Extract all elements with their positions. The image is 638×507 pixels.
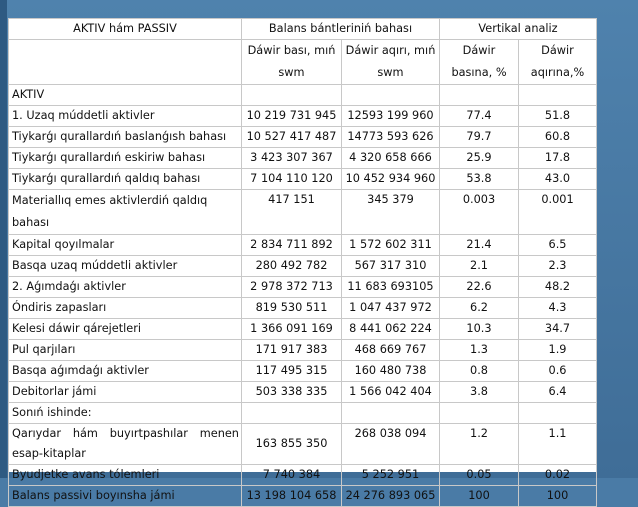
row-value-p1: 21.4 xyxy=(440,235,519,256)
row-value-v1: 7 104 110 120 xyxy=(242,169,342,190)
empty-cell xyxy=(342,85,440,106)
row-value-v2: 11 683 693105 xyxy=(342,277,440,298)
row-value-p2: 1.1 xyxy=(519,424,597,465)
table-row xyxy=(9,361,597,382)
row-value-p1: 0.003 xyxy=(440,190,519,235)
row-label-word: buyırtpashılar xyxy=(109,427,188,440)
row-label: Tiykarǵı qurallardıń baslanǵısh bahası xyxy=(9,127,242,148)
row-value-v2: 4 320 658 666 xyxy=(342,148,440,169)
row-value-p2: 4.3 xyxy=(519,298,597,319)
subheader-row xyxy=(9,40,597,85)
table-row xyxy=(9,127,597,148)
row-value-v2: 160 480 738 xyxy=(342,361,440,382)
header-vertical-analysis: Vertikal analiz xyxy=(440,19,597,40)
row-value-p1: 53.8 xyxy=(440,169,519,190)
row-label: Óndiris zapasları xyxy=(9,298,242,319)
row-value-p2: 60.8 xyxy=(519,127,597,148)
row-value-p2: 0.02 xyxy=(519,465,597,486)
row-label: Basqa uzaq múddetli aktivler xyxy=(9,256,242,277)
empty-cell xyxy=(342,403,440,424)
row-value-p2: 1.9 xyxy=(519,340,597,361)
table-row xyxy=(9,169,597,190)
empty-cell xyxy=(440,403,519,424)
row-value-v1: 503 338 335 xyxy=(242,382,342,403)
empty-cell xyxy=(440,85,519,106)
row-label: Tiykarǵı qurallardıń eskiriw bahası xyxy=(9,148,242,169)
row-value-v1: 2 978 372 713 xyxy=(242,277,342,298)
row-value-v1: 7 740 384 xyxy=(242,465,342,486)
section-aktiv-row xyxy=(9,85,597,106)
row-value-p2: 2.3 xyxy=(519,256,597,277)
row-value-p1: 25.9 xyxy=(440,148,519,169)
row-value-v2: 468 669 767 xyxy=(342,340,440,361)
empty-cell xyxy=(242,85,342,106)
table-row xyxy=(9,319,597,340)
row-value-p2: 100 xyxy=(519,486,597,507)
table-row xyxy=(9,148,597,169)
row-value-p1: 0.05 xyxy=(440,465,519,486)
table-row xyxy=(9,256,597,277)
subheader-end-period: Dáwir aqırı, mıń swm xyxy=(342,40,440,85)
row-value-p1: 100 xyxy=(440,486,519,507)
row-value-v1: 13 198 104 658 xyxy=(242,486,342,507)
row-label: Kelesi dáwir qárejetleri xyxy=(9,319,242,340)
left-stripe xyxy=(0,0,7,478)
row-label: Sonıń ishinde: xyxy=(9,403,242,424)
row-label: Balans passivi boyınsha jámi xyxy=(9,486,242,507)
subheader-end-percent: Dáwir aqırına,% xyxy=(519,40,597,85)
table-row xyxy=(9,340,597,361)
subheader-empty-cell xyxy=(9,40,242,85)
row-value-v1: 280 492 782 xyxy=(242,256,342,277)
row-value-p2: 6.4 xyxy=(519,382,597,403)
row-value-p2: 6.5 xyxy=(519,235,597,256)
row-value-v2: 5 252 951 xyxy=(342,465,440,486)
row-value-v2: 1 566 042 404 xyxy=(342,382,440,403)
row-value-p2: 0.001 xyxy=(519,190,597,235)
row-value-p2: 17.8 xyxy=(519,148,597,169)
row-value-v2: 14773 593 626 xyxy=(342,127,440,148)
subheader-start-percent: Dáwir basına, % xyxy=(440,40,519,85)
table-row xyxy=(9,298,597,319)
row-label: Materiallıq emes aktivlerdiń qaldıq bahası xyxy=(9,190,242,235)
row-value-v1: 1 366 091 169 xyxy=(242,319,342,340)
row-value-p1: 10.3 xyxy=(440,319,519,340)
row-value-v1: 117 495 315 xyxy=(242,361,342,382)
row-value-p1: 22.6 xyxy=(440,277,519,298)
row-label: Basqa aǵımdaǵı aktivler xyxy=(9,361,242,382)
table-row xyxy=(9,106,597,127)
row-label: 2. Aǵımdaǵı aktivler xyxy=(9,277,242,298)
row-value-p1: 1.3 xyxy=(440,340,519,361)
row-label: Debitorlar jámi xyxy=(9,382,242,403)
row-value-p2: 51.8 xyxy=(519,106,597,127)
row-value-p1: 77.4 xyxy=(440,106,519,127)
row-value-v1: 171 917 383 xyxy=(242,340,342,361)
header-aktiv-passiv: AKTIV hám PASSIV xyxy=(9,19,242,40)
table-row xyxy=(9,235,597,256)
row-value-v2: 268 038 094 xyxy=(342,424,440,465)
row-label: Byudjetke avans tólemleri xyxy=(9,465,242,486)
row-label xyxy=(9,424,242,465)
row-value-v1: 417 151 xyxy=(242,190,342,235)
row-value-p1: 79.7 xyxy=(440,127,519,148)
table-row xyxy=(9,277,597,298)
subheader-start-period: Dáwir bası, mıń swm xyxy=(242,40,342,85)
balance-table-container xyxy=(8,18,596,502)
table-row xyxy=(9,382,597,403)
section-aktiv-label: AKTIV xyxy=(9,85,242,106)
row-label-word: menen xyxy=(199,427,239,440)
row-value-v1: 3 423 307 367 xyxy=(242,148,342,169)
row-label: Tiykarǵı qurallardıń qaldıq bahası xyxy=(9,169,242,190)
row-label-line2: esap-kitaplar xyxy=(12,447,86,460)
row-value-v1: 819 530 511 xyxy=(242,298,342,319)
row-value-p2: 43.0 xyxy=(519,169,597,190)
table-row xyxy=(9,486,597,507)
table-row xyxy=(9,190,597,235)
row-value-p1: 0.8 xyxy=(440,361,519,382)
table-row xyxy=(9,465,597,486)
balance-analysis-table xyxy=(8,18,597,507)
row-value-v2: 567 317 310 xyxy=(342,256,440,277)
row-value-p1: 3.8 xyxy=(440,382,519,403)
row-label: 1. Uzaq múddetli aktivler xyxy=(9,106,242,127)
empty-cell xyxy=(242,403,342,424)
row-value-v2: 345 379 xyxy=(342,190,440,235)
row-value-v2: 10 452 934 960 xyxy=(342,169,440,190)
row-value-v2: 12593 199 960 xyxy=(342,106,440,127)
row-value-v1: 2 834 711 892 xyxy=(242,235,342,256)
row-value-v2: 1 047 437 972 xyxy=(342,298,440,319)
row-value-v2: 8 441 062 224 xyxy=(342,319,440,340)
row-value-v2: 1 572 602 311 xyxy=(342,235,440,256)
row-value-p1: 1.2 xyxy=(440,424,519,465)
row-value-p2: 0.6 xyxy=(519,361,597,382)
empty-cell xyxy=(519,403,597,424)
row-label-word: hám xyxy=(72,427,98,440)
row-label-word: Qarıydar xyxy=(12,427,62,440)
row-value-v1: 10 219 731 945 xyxy=(242,106,342,127)
empty-cell xyxy=(519,85,597,106)
row-value-p1: 6.2 xyxy=(440,298,519,319)
table-row xyxy=(9,424,597,465)
row-label-line1 xyxy=(12,424,239,444)
row-value-v1: 163 855 350 xyxy=(242,424,342,465)
header-row xyxy=(9,19,597,40)
row-label: Pul qarjıları xyxy=(9,340,242,361)
row-value-p2: 34.7 xyxy=(519,319,597,340)
header-balance-value: Balans bántleriniń bahası xyxy=(242,19,440,40)
row-value-v1: 10 527 417 487 xyxy=(242,127,342,148)
row-label: Kapital qoyılmalar xyxy=(9,235,242,256)
table-row xyxy=(9,403,597,424)
row-value-p2: 48.2 xyxy=(519,277,597,298)
row-value-v2: 24 276 893 065 xyxy=(342,486,440,507)
row-value-p1: 2.1 xyxy=(440,256,519,277)
